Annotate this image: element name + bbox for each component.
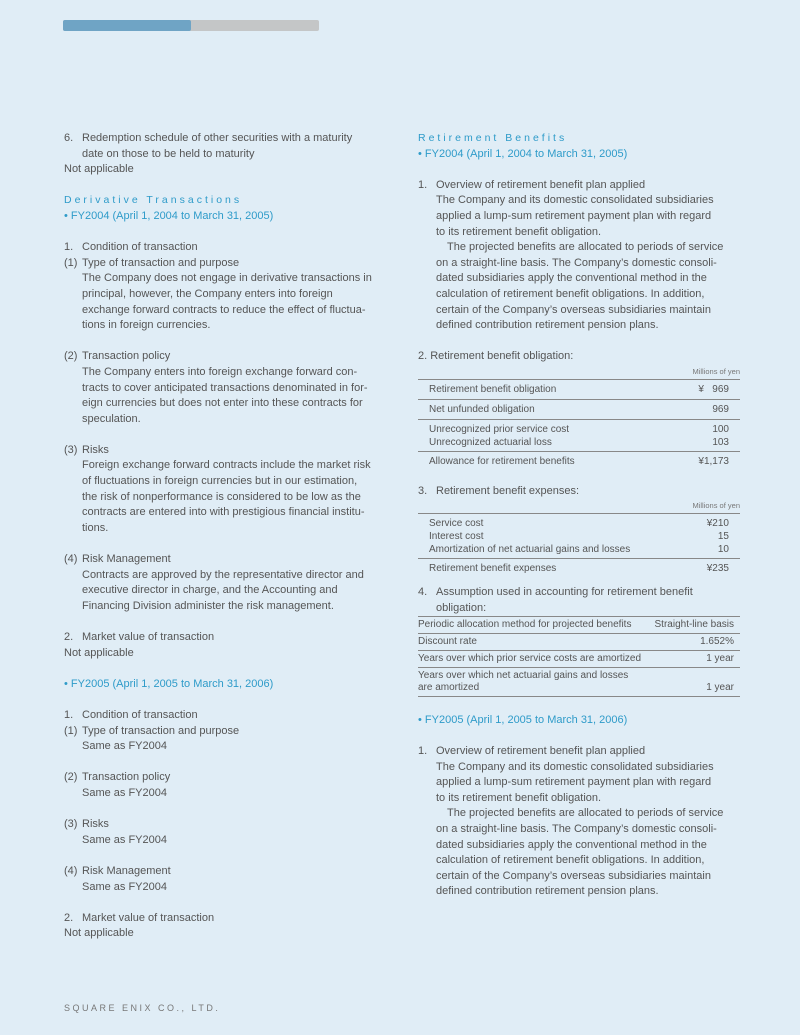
table-row: Service cost ¥210	[418, 514, 740, 531]
left-column: 6. Redemption schedule of other securities with a maturity date on those to be held to maturity Not applicable Derivative Transactions • FY2004 (April 1, 2004 to March 31, 2005) 1. Condition of transaction (1) Type of transaction and purpose The Company does not engage in derivative transactions in principal, however, the Company enters into foreign exchange forward contracts to reduce the effect of fluctua- tions in foreign currencies. (2) Transaction policy The Company enters into foreign exchange forward con- tracts to cover anticipated transactions denominated in for- eign currencies but does not enter into these contracts for speculation. (3) Risks Foreign exchange forward contracts include the market risk of fluctuations in foreign currencies but in our estimation, the risk of nonperformance is considered to be low as the contracts are entered into with prestigious financial institu- tions. (4) Risk Management Contracts are approved by the representative director and executive director in charge, and the Accounting and Financing Division administer the risk management. 2. Market value of transaction Not applicable • FY2005 (April 1, 2005 to March 31, 2006) 1. Condition of transaction (1) Type of transaction and purpose Same as FY2004 (2) Transaction policy Same as FY2004 (3) Risks Same as FY2004 (4) Risk Management Same as FY2004 2. Market value of transaction Not applicable	[64, 131, 386, 942]
market-value2-heading: 2. Market value of transaction	[64, 911, 215, 924]
market-value-value: Not applicable	[64, 646, 134, 659]
page-progress-bar	[63, 20, 319, 31]
market-value-heading: 2. Market value of transaction	[64, 631, 215, 643]
expenses-title: 3. Retirement benefit expenses:	[418, 484, 580, 497]
type-text: The Company does not engage in derivative transactions in principal, however, the Company enters into foreign exchange forward contracts to reduce the effect of fluctua- tions in foreign currencies.	[82, 272, 372, 332]
risks2-heading: (3) Risks	[64, 818, 109, 831]
fy2005-subheading: • FY2005 (April 1, 2005 to March 31, 2006)	[64, 677, 274, 690]
section-heading-derivative: Derivative Transactions	[64, 194, 243, 207]
table-row: Retirement benefit obligation ¥ 969	[418, 379, 740, 399]
item-6-value: Not applicable	[64, 163, 134, 176]
assumptions-title: 4. Assumption used in accounting for retirement benefit	[418, 586, 693, 599]
management-heading: (4) Risk Management	[64, 553, 171, 566]
risks-text: Foreign exchange forward contracts include the market risk of fluctuations in foreign currencies but in our estimation, the risk of nonperformance is considered to be low as the contracts are entered into with prestigious financial institu- tions.	[82, 459, 371, 534]
table-row: Years over which prior service costs are amortized 1 year	[418, 651, 740, 668]
overview2-text: The Company and its domestic consolidated subsidiaries applied a lump-sum retirement payment plan with regard to its retirement benefit obligation. The projected benefits are allocated to periods of service on a straight-line basis. The Company’s domestic consoli- dated subsidiaries apply the conventional method in the calculation of retirement benefit obligations. In addition, certain of the Company’s overseas subsidiaries maintain defined contribution retirement pension plans.	[436, 760, 724, 898]
units-label: Millions of yen	[692, 366, 740, 376]
fy2005-subheading-right: • FY2005 (April 1, 2005 to March 31, 2006)	[418, 713, 628, 726]
fy2004-subheading: • FY2004 (April 1, 2004 to March 31, 2005)	[64, 209, 274, 222]
table-row: Net unfunded obligation 969	[418, 399, 740, 419]
type-heading: (1) Type of transaction and purpose	[64, 256, 240, 269]
table-row: Periodic allocation method for projected benefits Straight-line basis	[418, 617, 740, 634]
table-row: Unrecognized actuarial loss 103	[429, 436, 729, 448]
table-row: Interest cost 15	[429, 531, 729, 543]
policy2-value: Same as FY2004	[82, 786, 167, 799]
table-row: Years over which net actuarial gains and losses are amortized 1 year	[418, 668, 740, 697]
condition2-heading: 1. Condition of transaction	[64, 708, 198, 721]
management2-heading: (4) Risk Management	[64, 864, 171, 877]
risks-heading: (3) Risks	[64, 443, 109, 456]
overview2-heading: 1. Overview of retirement benefit plan applied	[418, 745, 646, 758]
assumptions-table	[418, 616, 740, 697]
market-value2-value: Not applicable	[64, 927, 134, 940]
table-row: Amortization of net actuarial gains and losses 10	[429, 544, 729, 556]
item-6: 6. Redemption schedule of other securities with a maturity	[64, 132, 353, 144]
overview-heading: 1. Overview of retirement benefit plan applied	[418, 178, 646, 191]
progress-fill	[63, 20, 191, 31]
management2-value: Same as FY2004	[82, 880, 167, 893]
policy-text: The Company enters into foreign exchange forward con- tracts to cover anticipated transactions denominated in for- eign currencies but does not enter into these contracts for speculation.	[82, 365, 368, 425]
table-row: Allowance for retirement benefits ¥1,173	[418, 451, 740, 468]
policy-heading: (2) Transaction policy	[64, 350, 171, 363]
units-label: Millions of yen	[692, 501, 740, 511]
table-row: Discount rate 1.652%	[418, 634, 740, 651]
fy2004-subheading-right: • FY2004 (April 1, 2004 to March 31, 2005)	[418, 147, 628, 160]
type2-value: Same as FY2004	[82, 740, 167, 753]
right-column: Retirement Benefits • FY2004 (April 1, 2004 to March 31, 2005) 1. Overview of retirement benefit plan applied The Company and its domestic consolidated subsidiaries applied a lump-sum retirement payment plan with regard to its retirement benefit obligation. The projected benefits are allocated to periods of service on a straight-line basis. The Company’s domestic consoli- dated subsidiaries apply the conventional method in the calculation of retirement benefit obligations. In addition, certain of the Company’s overseas subsidiaries maintain defined contribution retirement pension plans. 2. Retirement benefit obligation: Millions of yen Retirement benefit obligation ¥ 969 Net unfunded obligation 969 Unrecognized prior service cost 100 Unrecognized actuarial loss 103 Allowance for retirement benefits ¥1,173 3. Retirement benefit expenses: Millions of yen Service cost ¥210 Interest cost 15 Amortization of net actuarial gains and losses 10 Retirement benefit expenses ¥235 4. Assumption used in accounting for retirement benefit obligation: Periodic allocation method for projected benefits Straight-line basis Discount rate 1.652% Years over which prior service costs are amortized 1 year Years over which net actuarial gains and losses are amortized 1 year • FY2005 (April 1, 2005 to March 31, 2006) 1. Overview of retirement benefit plan applied The Company and its domestic consolidated subsidiaries applied a lump-sum retirement payment plan with regard to its retirement benefit obligation. The projected benefits are allocated to periods of service on a straight-line basis. The Company’s domestic consoli- dated subsidiaries apply the conventional method in the calculation of retirement benefit obligations. In addition, certain of the Company’s overseas subsidiaries maintain defined contribution retirement pension plans.	[418, 131, 740, 900]
management-text: Contracts are approved by the representative director and executive director in charge, and the Accounting and Financing Division administer the risk management.	[82, 568, 364, 612]
risks2-value: Same as FY2004	[82, 833, 167, 846]
expenses-table	[418, 513, 740, 575]
table-row: Unrecognized prior service cost 100	[418, 419, 740, 436]
policy2-heading: (2) Transaction policy	[64, 771, 171, 784]
table-row: Retirement benefit expenses ¥235	[418, 559, 740, 576]
overview-text: The Company and its domestic consolidated subsidiaries applied a lump-sum retirement payment plan with regard to its retirement benefit obligation. The projected benefits are allocated to periods of service on a straight-line basis. The Company’s domestic consoli- dated subsidiaries apply the conventional method in the calculation of retirement benefit obligations. In addition, certain of the Company’s overseas subsidiaries maintain defined contribution retirement pension plans.	[436, 194, 724, 332]
obligation-table	[418, 379, 740, 468]
section-heading-retirement: Retirement Benefits	[418, 132, 568, 144]
condition-heading: 1. Condition of transaction	[64, 241, 198, 254]
type2-heading: (1) Type of transaction and purpose	[64, 724, 240, 737]
obligation-title: 2. Retirement benefit obligation:	[418, 350, 574, 363]
company-footer: SQUARE ENIX CO., LTD.	[64, 1003, 221, 1013]
